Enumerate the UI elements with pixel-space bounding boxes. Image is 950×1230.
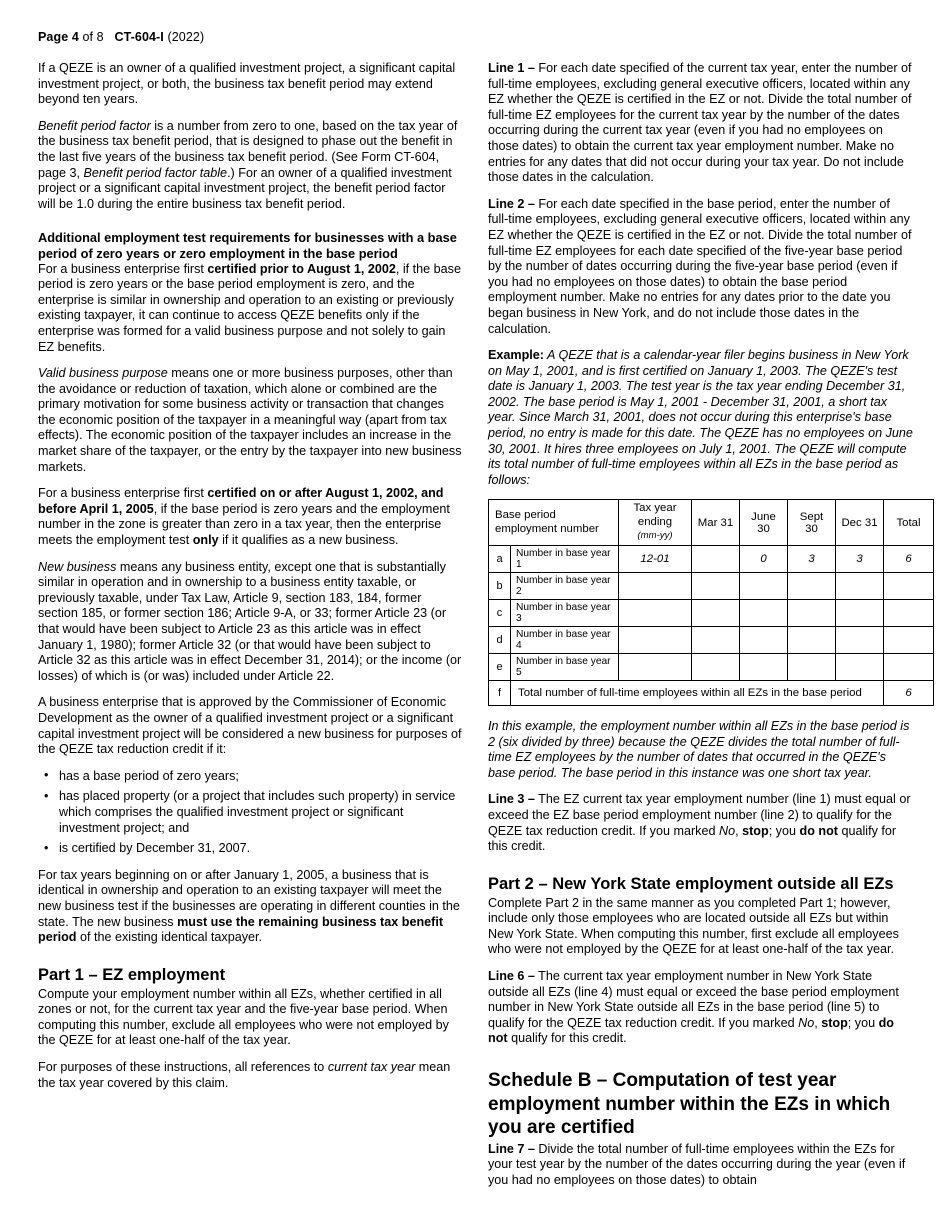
paragraph-line-2 bbox=[488, 197, 913, 337]
page-number: Page 4 bbox=[38, 30, 79, 44]
line-6-text-b: , bbox=[814, 1015, 822, 1030]
paragraph-new-business bbox=[38, 560, 463, 685]
paragraph-certified-after-aug-2002 bbox=[38, 486, 463, 548]
line-3-text-b: , bbox=[735, 823, 743, 838]
cell-mar31[interactable] bbox=[692, 572, 740, 599]
cell-sept30[interactable] bbox=[788, 599, 836, 626]
row-name: Number in base year 1 bbox=[511, 545, 619, 572]
paragraph-example bbox=[488, 348, 913, 488]
example-label: Example: bbox=[488, 348, 544, 363]
line-6-text-c: ; you bbox=[847, 1015, 879, 1030]
heading-additional-employment-test: Additional employment test requirements for businesses with a base period of zero years or zero employment in the base period bbox=[38, 230, 457, 261]
left-column bbox=[38, 61, 463, 1102]
cert-after-bold: certified on or after August 1, 2002, and before April 1, 2005 bbox=[38, 486, 444, 516]
cell-sept30[interactable] bbox=[788, 653, 836, 680]
table-header-sept30: Sept 30 bbox=[788, 500, 836, 546]
line-3-text-d: qualify for this credit. bbox=[488, 823, 897, 854]
line-2-label: Line 2 – bbox=[488, 196, 535, 211]
base-period-employment-table bbox=[488, 499, 934, 706]
cell-june30[interactable] bbox=[740, 599, 788, 626]
table-total-row bbox=[489, 680, 934, 705]
cell-total[interactable] bbox=[884, 572, 934, 599]
list-item: • has placed property (or a project that includes such property) in service which comprises the qualified investment project or significant investment project; and bbox=[38, 789, 463, 836]
line-3-label: Line 3 – bbox=[488, 792, 535, 807]
table-row bbox=[489, 599, 934, 626]
table-row bbox=[489, 653, 934, 680]
heading-schedule-b: Schedule B – Computation of test year employment number within the EZs in which you are certified bbox=[488, 1070, 891, 1139]
line-7-label: Line 7 – bbox=[488, 1141, 535, 1156]
right-column bbox=[488, 61, 921, 1199]
paragraph-example-explanation: In this example, the employment number within all EZs in the base period is 2 (six divided by three) because the QEZE divides the total number of full-time EZ employees by the number of dates that occurred in the QEZE's base period. The base period in this instance was one short tax year. bbox=[488, 718, 910, 780]
paragraph-benefit-period-factor bbox=[38, 119, 463, 213]
heading-part-2: Part 2 – New York State employment outside all EZs bbox=[488, 874, 894, 893]
line-6-text-d: qualify for this credit. bbox=[507, 1031, 627, 1046]
cell-dec31[interactable]: 3 bbox=[836, 545, 884, 572]
line-3-italic-no: No bbox=[718, 823, 736, 838]
line-6-label: Line 6 – bbox=[488, 969, 535, 984]
cert-after-text-a: For a business enterprise first bbox=[38, 486, 208, 501]
ctyd-text-a: For purposes of these instructions, all references to bbox=[38, 1060, 328, 1075]
row-letter: d bbox=[489, 626, 511, 653]
cell-june30[interactable] bbox=[740, 626, 788, 653]
cell-dec31[interactable] bbox=[836, 572, 884, 599]
line-3-bold-donot: do not bbox=[799, 823, 838, 838]
paragraph-line-7 bbox=[488, 1142, 913, 1189]
paragraph-certified-prior-aug-2002 bbox=[38, 262, 463, 356]
new-business-criteria-list bbox=[38, 769, 463, 857]
valid-business-purpose-text: means one or more business purposes, other than the avoidance or reduction of taxation, which alone or combined are the primary motivation for some business activity or transaction that changes the economic position of the taxpayer in a meaningful way (apart from tax effects). The economic position of the taxpayer includes an increase in the market share of the taxpayer, or the entry by the taxpayer into new business markets. bbox=[38, 366, 462, 474]
line-7-text: Divide the total number of full-time employees within the EZs for your test year by the number of the dates occurring during the year (even if you had no employees on those dates) to obtain bbox=[488, 1141, 906, 1187]
heading-part-1: Part 1 – EZ employment bbox=[38, 965, 226, 984]
list-item: • is certified by December 31, 2007. bbox=[38, 841, 463, 857]
table-header-row bbox=[489, 500, 934, 546]
cell-sept30[interactable]: 3 bbox=[788, 545, 836, 572]
cell-total[interactable] bbox=[884, 653, 934, 680]
cell-total[interactable]: 6 bbox=[884, 545, 934, 572]
cell-june30[interactable]: 0 bbox=[740, 545, 788, 572]
cert-prior-bold: certified prior to August 1, 2002 bbox=[207, 261, 396, 276]
cell-mar31[interactable] bbox=[692, 653, 740, 680]
line-6-bold-stop: stop bbox=[821, 1015, 848, 1030]
paragraph-current-tax-year-definition bbox=[38, 1060, 463, 1091]
cell-sept30[interactable] bbox=[788, 572, 836, 599]
term-benefit-period-factor: Benefit period factor bbox=[38, 118, 151, 133]
tax-years-text-b: of the existing identical taxpayer. bbox=[76, 930, 263, 945]
paragraph-line-1 bbox=[488, 61, 913, 186]
paragraph-tax-years-2005 bbox=[38, 868, 463, 946]
header-tye-text: Tax year ending bbox=[633, 502, 677, 528]
cell-tax-year-ending[interactable] bbox=[619, 572, 692, 599]
benefit-period-factor-text-b: .) For an owner of a qualified investment project or a significant capital investment project, the benefit period factor will be 1.0 during the entire business tax benefit period. bbox=[38, 165, 452, 211]
table-header-tax-year-ending bbox=[619, 500, 692, 546]
cert-prior-text-a: For a business enterprise first bbox=[38, 261, 208, 276]
row-name: Number in base year 3 bbox=[511, 599, 619, 626]
two-column-body bbox=[38, 61, 921, 1199]
cell-dec31[interactable] bbox=[836, 626, 884, 653]
benefit-period-factor-text-a: is a number from zero to one, based on the tax year of the business tax benefit period, that is designed to phase out the benefit in the last five years of the business tax benefit period. (See Form CT-604, page 3, bbox=[38, 118, 458, 180]
paragraph-qeze-owner: If a QEZE is an owner of a qualified investment project, a significant capital investment project, or both, the business tax benefit period may extend beyond ten years. bbox=[38, 61, 456, 107]
row-letter: b bbox=[489, 572, 511, 599]
header-label-line1: Base period bbox=[495, 509, 556, 522]
line-6-bold-donot: do not bbox=[488, 1015, 894, 1046]
cell-sept30[interactable] bbox=[788, 626, 836, 653]
cell-tax-year-ending[interactable] bbox=[619, 626, 692, 653]
new-business-text: means any business entity, except one that is substantially similar in operation and in ownership to a business entity taxable, or previously taxable, under Tax Law, Article 9, section 183, 184, former section 185, or former section 186; Article 9-A, or 33; former Article 23 (or that would have been subject to Article 23 as this article was in effect January 1, 1980); former Article 32 (or that would have been subject to Article 32 as this article was in effect December 31, 2014); or the income (or losses) of which is (or was) included under Article 22. bbox=[38, 559, 462, 683]
form-id: CT-604-I bbox=[114, 30, 164, 44]
cert-after-text-c: if it qualifies as a new business. bbox=[218, 533, 399, 548]
cell-tax-year-ending[interactable] bbox=[619, 599, 692, 626]
line-3-bold-stop: stop bbox=[742, 823, 769, 838]
paragraph-approved-enterprise: A business enterprise that is approved by the Commissioner of Economic Development as the owner of a qualified investment project or a significant capital investment project will be considered a new business for purposes of the QEZE tax reduction credit if it: bbox=[38, 695, 462, 757]
cert-after-bold-only: only bbox=[192, 533, 219, 548]
cell-dec31[interactable] bbox=[836, 599, 884, 626]
row-name: Number in base year 2 bbox=[511, 572, 619, 599]
table-row bbox=[489, 572, 934, 599]
total-row-value[interactable]: 6 bbox=[884, 680, 934, 705]
row-letter: c bbox=[489, 599, 511, 626]
total-row-label: Total number of full-time employees within all EZs in the base period bbox=[511, 680, 884, 705]
tax-years-bold: must use the remaining business tax benefit period bbox=[38, 914, 444, 945]
paragraph-line-6 bbox=[488, 969, 913, 1047]
list-item: • has a base period of zero years; bbox=[38, 769, 463, 785]
total-row-letter: f bbox=[489, 680, 511, 705]
line-6-text-a: The current tax year employment number in New York State outside all EZs (line 4) must equal or exceed the base period employment number in New York State outside all EZs in the base period (line 5) to qualify for the QEZE tax reduction credit. If you marked bbox=[488, 969, 899, 1030]
line-6-italic-no: No bbox=[798, 1015, 815, 1030]
tax-years-text-a: For tax years beginning on or after January 1, 2005, a business that is identical in ownership and operation to an existing taxpayer will meet the new business test if the businesses are operating in different counties in the state. The new business bbox=[38, 867, 460, 929]
cert-prior-text-b: , if the base period is zero years or the base period employment is zero, and the enterprise is similar in ownership and operation to an existing or previously existing taxpayer, it can continue to access QEZE benefits only if the enterprise was formed for a valid business purpose and not solely to gain EZ benefits. bbox=[38, 261, 461, 354]
table-header-dec31: Dec 31 bbox=[836, 500, 884, 546]
cell-june30[interactable] bbox=[740, 572, 788, 599]
table-row bbox=[489, 626, 934, 653]
table-header-base-period bbox=[489, 500, 619, 546]
line-1-label: Line 1 – bbox=[488, 61, 535, 75]
table-row bbox=[489, 545, 934, 572]
line-3-text-c: ; you bbox=[768, 823, 800, 838]
term-current-tax-year: current tax year bbox=[327, 1060, 416, 1075]
paragraph-part1-compute: Compute your employment number within all EZs, whether certified in all zones or not, for the current tax year and the five-year base period. When computing this number, exclude all employees who were not employed by the QEZE for at least one-half of the tax year. bbox=[38, 986, 449, 1048]
table-header-june30: June 30 bbox=[740, 500, 788, 546]
ctyd-text-b: mean the tax year covered by this claim. bbox=[38, 1060, 451, 1090]
cert-after-text-b: , if the base period is zero years and the employment number in the zone is greater than zero in a tax year, then the enterprise meets the employment test bbox=[38, 501, 450, 548]
table-header-mar31: Mar 31 bbox=[692, 500, 740, 546]
paragraph-valid-business-purpose bbox=[38, 366, 463, 475]
page-header bbox=[38, 30, 912, 45]
line-3-text-a: The EZ current tax year employment number (line 1) must equal or exceed the EZ base period employment number (line 2) to qualify for the QEZE tax reduction credit. If you marked bbox=[488, 792, 911, 838]
term-valid-business-purpose: Valid business purpose bbox=[38, 366, 168, 381]
cell-tax-year-ending[interactable]: 12-01 bbox=[619, 545, 692, 572]
cell-mar31[interactable] bbox=[692, 626, 740, 653]
cell-mar31[interactable] bbox=[692, 599, 740, 626]
term-new-business: New business bbox=[38, 559, 117, 574]
cell-total[interactable] bbox=[884, 599, 934, 626]
line-2-text: For each date specified in the base period, enter the number of full-time employees, excluding general executive officers, located within any EZ whether the QEZE is certified in the EZ or not. Divide the total number of full-time EZ employees for each date specified of the five-year base period by the number of dates occurring during the five-year base period (even if you had no employees on those dates) to obtain the base period employment number. Make no entries for any dates prior to the date you began business in New York, and do not include those dates in the calculation. bbox=[488, 196, 912, 336]
header-mmyy: (mm-yy) bbox=[637, 530, 673, 542]
term-benefit-period-factor-table: Benefit period factor table bbox=[83, 165, 228, 180]
row-letter: e bbox=[489, 653, 511, 680]
cell-mar31[interactable] bbox=[692, 545, 740, 572]
form-year: (2022) bbox=[167, 30, 205, 44]
cell-total[interactable] bbox=[884, 626, 934, 653]
row-name: Number in base year 5 bbox=[511, 653, 619, 680]
cell-june30[interactable] bbox=[740, 653, 788, 680]
row-name: Number in base year 4 bbox=[511, 626, 619, 653]
paragraph-part2-complete: Complete Part 2 in the same manner as you completed Part 1; however, include only those employees who are located outside all EZs but within New York State. When computing this number, first exclude all employees who were not employed by the QEZE for at least one-half of the tax year. bbox=[488, 895, 899, 957]
cell-dec31[interactable] bbox=[836, 653, 884, 680]
example-text: A QEZE that is a calendar-year filer begins business in New York on May 1, 2001, and is first certified on January 1, 2003. The QEZE's test date is January 1, 2003. The test year is the tax year ending December 31, 2002. The base period is May 1, 2001 - December 31, 2001, a short tax year. Since March 31, 2001, does not occur during this enterprise's base period, no entry is made for this date. The QEZE has no employees on June 30, 2001. It hires three employees on July 1, 2001. The QEZE will compute its total number of full-time employees within all EZs in the base period as follows: bbox=[488, 348, 913, 487]
page-of: of 8 bbox=[78, 30, 104, 44]
paragraph-line-3 bbox=[488, 792, 913, 854]
header-label-line2: employment number bbox=[495, 522, 599, 535]
line-1-text: For each date specified of the current tax year, enter the number of full-time employees, excluding general executive officers, located within any EZ whether the QEZE is certified in the EZ or not. Divide the total number of full-time EZ employees for the current tax year by the number of the dates occurring during the current tax year (even if you had no employees on those dates) to obtain the current tax year employment number. Make no entries for any dates that did not occur during your tax year. Do not include those dates in the calculation. bbox=[488, 61, 912, 185]
cell-tax-year-ending[interactable] bbox=[619, 653, 692, 680]
table-header-total: Total bbox=[884, 500, 934, 546]
row-letter: a bbox=[489, 545, 511, 572]
